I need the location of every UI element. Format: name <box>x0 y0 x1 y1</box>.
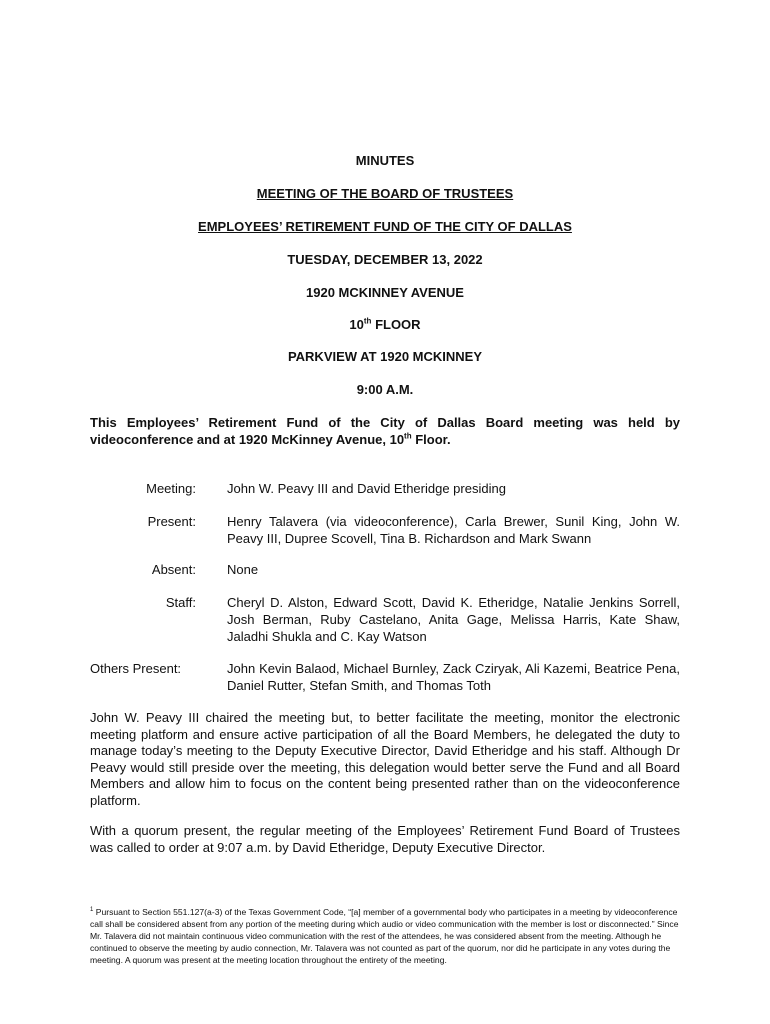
others-value: John Kevin Balaod, Michael Burnley, Zack Cziryak, Ali Kazemi, Beatrice Pena, Daniel Rutter, Stefan Smith, and Thomas Toth <box>227 661 680 693</box>
absent-label: Absent: <box>151 562 196 577</box>
doc-title: MINUTES <box>355 153 415 168</box>
intro-text-end: Floor. <box>411 431 451 447</box>
meeting-date: TUESDAY, DECEMBER 13, 2022 <box>287 252 483 267</box>
meeting-value: John W. Peavy III and David Etheridge presiding <box>227 481 506 496</box>
staff-label: Staff: <box>165 595 196 610</box>
fund-heading: EMPLOYEES’ RETIREMENT FUND OF THE CITY OF DALLAS <box>198 219 572 234</box>
meeting-label: Meeting: <box>146 481 196 496</box>
present-value: Henry Talavera (via videoconference), Carla Brewer, Sunil King, John W. Peavy III, Dupree Scovell, Tina B. Richardson and Mark Swann <box>227 514 680 546</box>
meeting-time: 9:00 A.M. <box>356 382 414 397</box>
floor-word: FLOOR <box>371 317 421 332</box>
footnote-text: Pursuant to Section 551.127(a-3) of the Texas Government Code, “[a] member of a governmental body who participates in a meeting by videoconference call shall be considered absent from any portion of the meeting during which audio or video communication with the member is lost or disconnected.” Since Mr. Talavera did not maintain continuous video communication with the rest of the attendees, he was considered absent from the meeting. Although he continued to observe the meeting by audio connection, Mr. Talavera was not counted as part of the quorum, nor did he participate in any votes during the meeting. A quorum was present at the meeting location throughout the entirety of the meeting. <box>90 907 679 965</box>
absent-value: None <box>227 562 259 577</box>
intro-text: This Employees’ Retirement Fund of the City of Dallas Board meeting was held by videoconference and at 1920 McKinney Avenue, 10 <box>90 415 680 447</box>
meeting-heading: MEETING OF THE BOARD OF TRUSTEES <box>256 186 514 201</box>
intro-statement <box>90 415 680 448</box>
floor-number: 10 <box>349 317 364 332</box>
call-to-order-paragraph: With a quorum present, the regular meeting of the Employees’ Retirement Fund Board of Trustees was called to order at 9:07 a.m. by David Etheridge, Deputy Executive Director. <box>90 823 680 855</box>
intro-suffix: th <box>404 431 412 441</box>
meeting-venue: PARKVIEW AT 1920 MCKINNEY <box>287 349 483 364</box>
others-label: Others Present: <box>90 661 182 676</box>
footnote-marker: 1 <box>90 907 94 914</box>
meeting-floor <box>0 317 770 332</box>
floor-suffix: th <box>363 316 372 326</box>
meeting-address: 1920 MCKINNEY AVENUE <box>306 285 464 300</box>
delegation-paragraph: John W. Peavy III chaired the meeting but, to better facilitate the meeting, monitor the electronic meeting platform and ensure active participation of all the Board Members, he delegated the duty to manage today’s meeting to the Deputy Executive Director, David Etheridge and his staff. Although Dr Peavy would still preside over the meeting, this delegation would better serve the Fund and all Board Members and allow him to focus on the content being presented rather than on the videoconference platform. <box>90 710 680 808</box>
staff-value: Cheryl D. Alston, Edward Scott, David K. Etheridge, Natalie Jenkins Sorrell, Josh Berman, Ruby Castelano, Anita Gage, Melissa Harris, Kate Shaw, Jaladhi Shukla and C. Kay Watson <box>227 595 680 644</box>
present-label: Present: <box>147 514 196 529</box>
footnote <box>90 906 680 966</box>
